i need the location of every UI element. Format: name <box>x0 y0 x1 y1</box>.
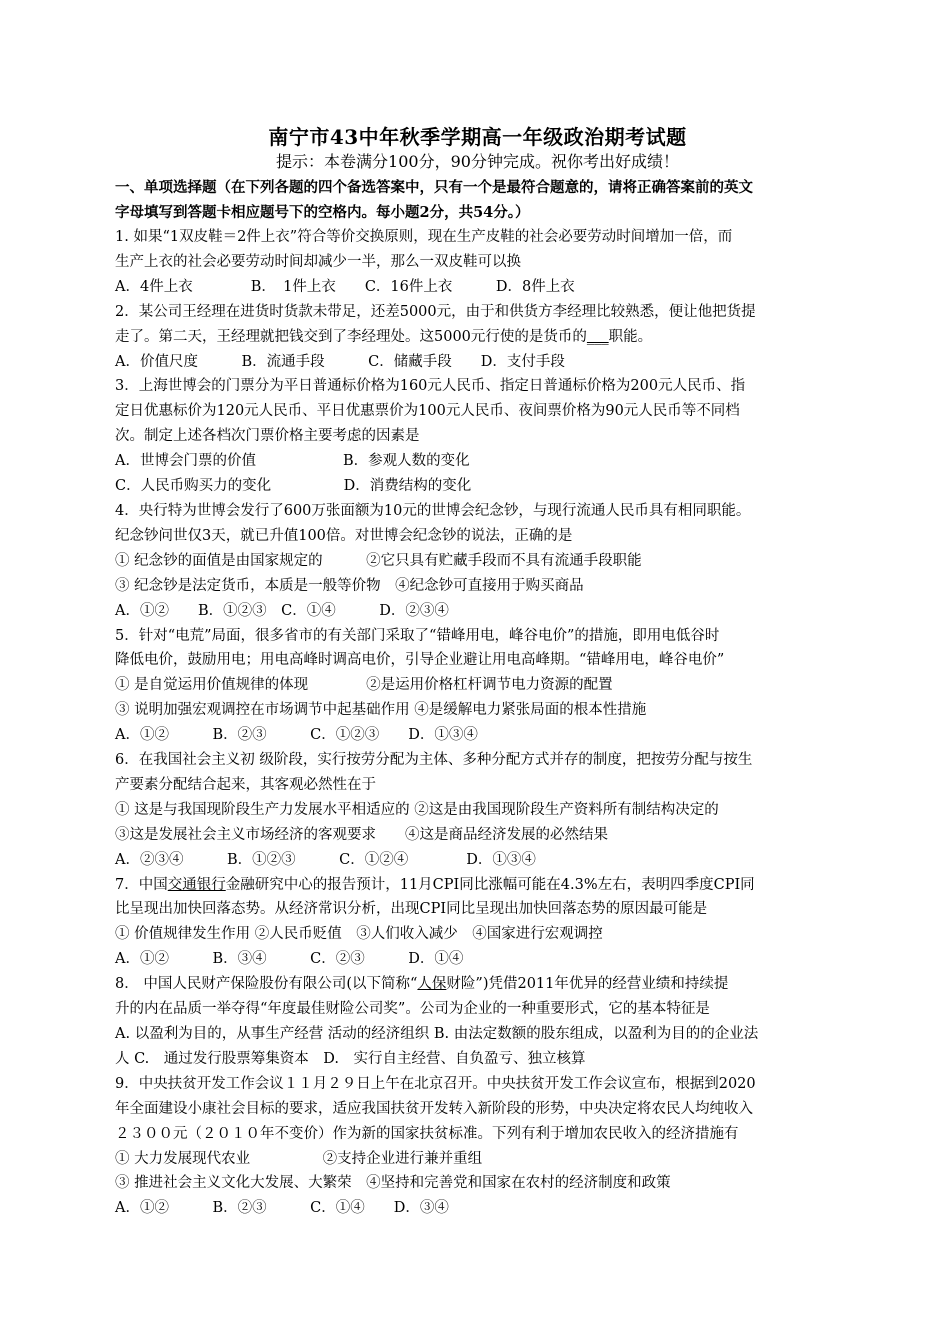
q6-stem-line-1: 6．在我国社会主义初 级阶段，实行按劳分配为主体、多种分配方式并存的制度，把按劳分配与按生 <box>115 752 753 769</box>
q6-stem-line-2: 产要素分配结合起来，其客观必然性在于 <box>115 776 376 793</box>
q4-statements-line-2: ③ 纪念钞是法定货币，本质是一般等价物 ④纪念钞可直接用于购买商品 <box>115 577 584 594</box>
q8-options-line-2: 人 C. 通过发行股票筹集资本 D. 实行自主经营、自负盈亏、独立核算 <box>115 1050 586 1067</box>
q8-stem-post: 财险”)凭借2011年优异的经营业绩和持续提 <box>446 976 729 993</box>
q2-options: A．价值尺度 B．流通手段 C．储藏手段 D．支付手段 <box>115 353 565 370</box>
q7-stem-line-2: 比呈现出加快回落态势。从经济常识分析，出现CPI同比呈现出加快回落态势的原因最可能是 <box>115 901 708 918</box>
q7-statements: ① 价值规律发生作用 ②人民币贬值 ③人们收入减少 ④国家进行宏观调控 <box>115 926 603 943</box>
q7-stem-line-1 <box>115 873 840 898</box>
q9-statements-line-2: ③ 推进社会主义文化大发展、大繁荣 ④坚持和完善党和国家在农村的经济制度和政策 <box>115 1175 671 1192</box>
q9-options: A．①② B．②③ C．①④ D．③④ <box>115 1200 449 1217</box>
q6-statements-line-2: ③这是发展社会主义市场经济的客观要求 ④这是商品经济发展的必然结果 <box>115 826 608 843</box>
section-heading-line-1: 一、单项选择题（在下列各题的四个备选答案中，只有一个是最符合题意的，请将正确答案前的英文 <box>115 179 753 196</box>
q2-stem-text: 走了。第二天，王经理就把钱交到了李经理处。这5000元行使的是货币的 <box>115 328 587 345</box>
q7-options: A．①② B．③④ C．②③ D．①④ <box>115 951 464 968</box>
q3-options-line-1: A．世博会门票的价值 B．参观人数的变化 <box>115 453 470 470</box>
q4-stem-line-2: 纪念钞问世仅3天，就已升值100倍。对世博会纪念钞的说法，正确的是 <box>115 527 573 544</box>
q8-options-line-1: A. 以盈利为目的，从事生产经营 活动的经济组织 B. 由法定数额的股东组成，以盈利为目的的企业法 <box>115 1026 759 1042</box>
q5-options: A．①② B．②③ C．①②③ D．①③④ <box>115 727 478 744</box>
q5-stem-line-2: 降低电价，鼓励用电；用电高峰时调高电价，引导企业避让用电高峰期。“错峰用电，峰谷电价” <box>115 652 725 669</box>
exam-hint: 提示：本卷满分100分，90分钟完成。祝你考出好成绩！ <box>276 152 679 171</box>
q9-stem-line-1: 9．中央扶贫开发工作会议１１月２９日上午在北京召开。中央扶贫开发工作会议宣布，根据到2020 <box>115 1075 756 1092</box>
q7-bank-link[interactable]: 交通银行 <box>167 876 226 893</box>
q5-statements-line-1: ① 是自觉运用价值规律的体现 ②是运用价格杠杆调节电力资源的配置 <box>115 677 613 694</box>
q8-renbao-link[interactable]: 人保 <box>417 976 447 993</box>
q7-stem-pre: 7．中国 <box>115 876 168 893</box>
q8-stem-pre: 8． 中国人民财产保险股份有限公司(以下简称“ <box>115 976 418 993</box>
exam-title: 南宁市43中年秋季学期高一年级政治期考试题 <box>268 125 687 149</box>
q1-options: A．4件上衣 B． 1件上衣 C．16件上衣 D．8件上衣 <box>115 278 575 295</box>
q2-blank: ___ <box>586 328 609 345</box>
q9-stem-line-3: ２３００元（２０１０年不变价）作为新的国家扶贫标准。下列有利于增加农民收入的经济措施有 <box>115 1125 739 1142</box>
q3-stem-line-2: 定日优惠标价为120元人民币、平日优惠票价为100元人民币、夜间票价格为90元人民币等不同档 <box>115 403 740 420</box>
q5-statements-line-2: ③ 说明加强宏观调控在市场调节中起基础作用 ④是缓解电力紧张局面的根本性措施 <box>115 702 647 719</box>
q8-stem-line-2: 升的内在品质一举夺得“年度最佳财险公司奖”。公司为企业的一种重要形式，它的基本特征是 <box>115 1001 710 1018</box>
q4-options: A．①② B．①②③ C．①④ D．②③④ <box>115 602 449 619</box>
q1-stem-line-1: 1. 如果“1双皮鞋＝2件上衣”符合等价交换原则，现在生产皮鞋的社会必要劳动时间增加一倍，而 <box>115 229 733 245</box>
q3-stem-line-3: 次。制定上述各档次门票价格主要考虑的因素是 <box>115 428 420 445</box>
exam-page <box>115 124 840 1221</box>
q8-stem-line-1 <box>115 972 840 997</box>
section-heading-line-2: 字母填写到答题卡相应题号下的空格内。每小题2分，共54分。） <box>115 203 530 221</box>
q1-stem-line-2: 生产上衣的社会必要劳动时间却减少一半，那么一双皮鞋可以换 <box>115 253 521 270</box>
q2-stem-line-2 <box>115 325 840 350</box>
q5-stem-line-1: 5．针对“电荒”局面，很多省市的有关部门采取了“错峰用电，峰谷电价”的措施，即用电低谷时 <box>115 627 720 644</box>
q3-stem-line-1: 3．上海世博会的门票分为平日普通标价格为160元人民币、指定日普通标价格为200元人民币、指 <box>115 378 746 395</box>
q6-options: A．②③④ B．①②③ C．①②④ D．①③④ <box>115 851 536 868</box>
q4-statements-line-1: ① 纪念钞的面值是由国家规定的 ②它只具有贮藏手段而不具有流通手段职能 <box>115 552 642 569</box>
q7-stem-post: 金融研究中心的报告预计，11月CPI同比涨幅可能在4.3%左右，表明四季度CPI同 <box>225 876 755 893</box>
q2-stem-end: 职能。 <box>608 328 653 345</box>
q3-options-line-2: C．人民币购买力的变化 D．消费结构的变化 <box>115 478 472 495</box>
q2-stem-line-1: 2．某公司王经理在进货时货款未带足，还差5000元，由于和供货方李经理比较熟悉，便让他把货提 <box>115 303 756 320</box>
q4-stem-line-1: 4．央行特为世博会发行了600万张面额为10元的世博会纪念钞，与现行流通人民币具有相同职能。 <box>115 502 751 519</box>
q9-statements-line-1: ① 大力发展现代农业 ②支持企业进行兼并重组 <box>115 1150 483 1167</box>
q9-stem-line-2: 年全面建设小康社会目标的要求，适应我国扶贫开发转入新阶段的形势，中央决定将农民人均纯收入 <box>115 1100 753 1117</box>
q6-statements-line-1: ① 这是与我国现阶段生产力发展水平相适应的 ②这是由我国现阶段生产资料所有制结构决定的 <box>115 801 719 818</box>
